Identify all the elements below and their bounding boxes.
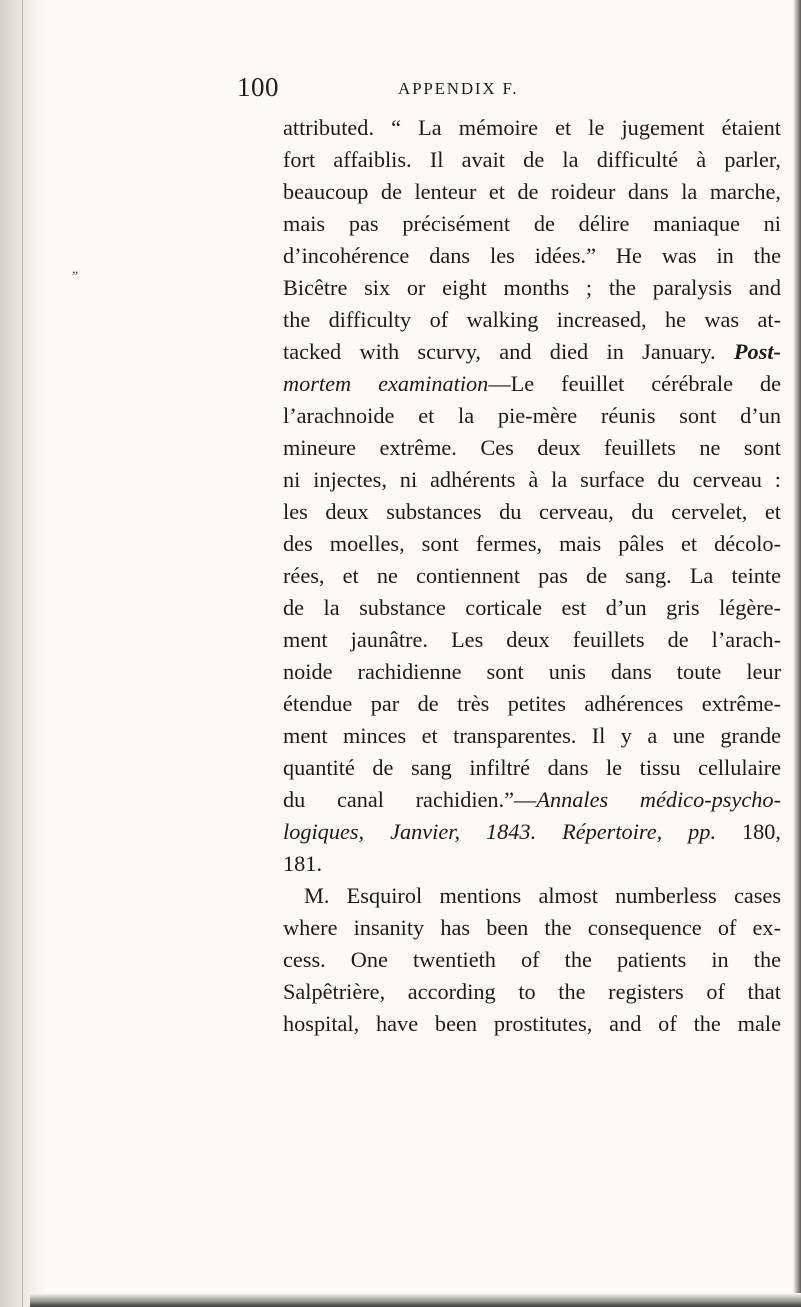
- text-line: étendue par de très petites adhérences extrême-: [283, 691, 781, 716]
- page-bottom-shadow: [30, 1293, 801, 1307]
- text-line: d’incohérence dans les idées.” He was in the: [283, 243, 781, 268]
- text-line: Salpêtrière, according to the registers of that: [283, 979, 781, 1004]
- italic-repertoire: Répertoire, pp.: [562, 819, 717, 844]
- text-line: attributed. “ La mémoire et le jugement étaient: [283, 115, 781, 140]
- text-line: [283, 784, 781, 816]
- text-line: des moelles, sont fermes, mais pâles et décolo-: [283, 531, 781, 556]
- text-line: [283, 336, 781, 368]
- text-line: M. Esquirol mentions almost numberless cases: [304, 883, 781, 908]
- text-line: fort affaiblis. Il avait de la difficulté à parler,: [283, 147, 781, 172]
- text-line: 181.: [283, 851, 323, 876]
- text-segment: du canal rachidien.”—: [283, 787, 537, 812]
- text-segment: tacked with scurvy, and died in January.: [283, 339, 716, 364]
- italic-mortem-examination: mortem examination: [283, 371, 489, 396]
- text-line: rées, et ne contiennent pas de sang. La teinte: [283, 563, 781, 588]
- italic-post-mortem: Post-: [733, 339, 781, 364]
- text-line: quantité de sang infiltré dans le tissu cellulaire: [283, 755, 781, 780]
- running-head: APPENDIX F.: [398, 79, 519, 98]
- text-line: mineure extrême. Ces deux feuillets ne sont: [283, 435, 781, 460]
- text-segment: —Le feuillet cérébrale de: [488, 371, 781, 396]
- text-line: Bicêtre six or eight months ; the paralysis and: [283, 275, 781, 300]
- text-line: [283, 368, 781, 400]
- text-line: les deux substances du cerveau, du cervelet, et: [283, 499, 781, 524]
- margin-mark: „: [72, 262, 79, 277]
- text-line: ni injectes, ni adhérents à la surface du cerveau :: [283, 467, 781, 492]
- page-header: [237, 72, 637, 106]
- text-line: hospital, have been prostitutes, and of the male: [283, 1011, 781, 1036]
- text-line: [283, 816, 781, 848]
- page-number: 100: [237, 72, 279, 102]
- text-line: de la substance corticale est d’un gris légère-: [283, 595, 781, 620]
- text-line: ment jaunâtre. Les deux feuillets de l’arach-: [283, 627, 781, 652]
- page-right-edge-shadow: [793, 0, 801, 1307]
- text-line: noide rachidienne sont unis dans toute leur: [283, 659, 781, 684]
- binding-gutter: [0, 0, 46, 1307]
- text-line: cess. One twentieth of the patients in the: [283, 947, 781, 972]
- text-line: the difficulty of walking increased, he was at-: [283, 307, 781, 332]
- text-line: where insanity has been the consequence of ex-: [283, 915, 781, 940]
- text-segment: 180,: [741, 819, 782, 844]
- italic-logiques: logiques, Janvier, 1843.: [283, 819, 537, 844]
- text-line: ment minces et transparentes. Il y a une grande: [283, 723, 781, 748]
- gutter-edge-line: [22, 0, 23, 1307]
- text-line: l’arachnoide et la pie-mère réunis sont d’un: [283, 403, 781, 428]
- text-line: beaucoup de lenteur et de roideur dans la marche,: [283, 179, 781, 204]
- text-line: mais pas précisément de délire maniaque ni: [283, 211, 781, 236]
- italic-annales: Annales médico-psycho-: [536, 787, 781, 812]
